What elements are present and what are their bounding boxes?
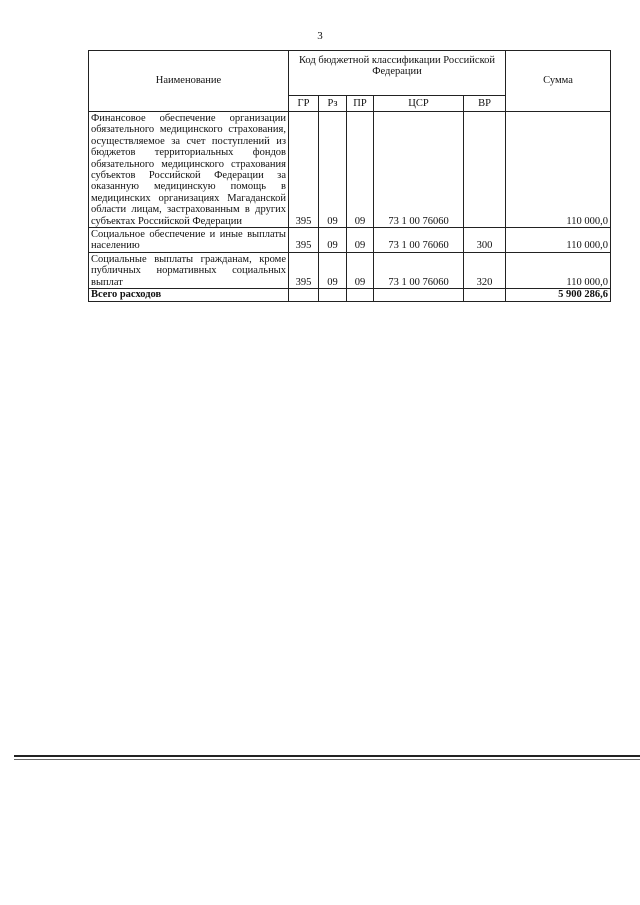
header-name: Наименование xyxy=(89,51,289,112)
row-csr: 73 1 00 76060 xyxy=(374,112,464,228)
row-sum: 110 000,0 xyxy=(506,252,611,288)
row-vr: 300 xyxy=(464,228,506,253)
row-pr: 09 xyxy=(347,228,374,253)
row-name: Социальное обеспечение и иные выплаты населению xyxy=(89,228,289,253)
row-pr: 09 xyxy=(347,252,374,288)
row-vr xyxy=(464,112,506,228)
table-row xyxy=(89,112,611,228)
row-sum: 110 000,0 xyxy=(506,228,611,253)
total-csr-empty xyxy=(374,289,464,301)
total-label: Всего расходов xyxy=(89,289,289,301)
row-csr: 73 1 00 76060 xyxy=(374,228,464,253)
header-vr: ВР xyxy=(464,96,506,112)
row-rz: 09 xyxy=(319,112,347,228)
row-gr: 395 xyxy=(289,252,319,288)
header-pr: ПР xyxy=(347,96,374,112)
total-rz-empty xyxy=(319,289,347,301)
row-gr: 395 xyxy=(289,228,319,253)
header-gr: ГР xyxy=(289,96,319,112)
table-row xyxy=(89,228,611,253)
row-name: Социальные выплаты гражданам, кроме публичных нормативных социальных выплат xyxy=(89,252,289,288)
row-rz: 09 xyxy=(319,252,347,288)
row-sum: 110 000,0 xyxy=(506,112,611,228)
page-divider xyxy=(14,755,640,757)
row-csr: 73 1 00 76060 xyxy=(374,252,464,288)
row-rz: 09 xyxy=(319,228,347,253)
row-name: Финансовое обеспечение организации обязательного медицинского страхования, осуществляемое за счет поступлений из бюджетов территориальных фондов обязательного медицинского страхования субъектов Российской Федерации за оказанную медицинскую помощь в медицинских организациях Магаданской области лицам, застрахованным в других субъектах Российской Федерации xyxy=(89,112,289,228)
row-vr: 320 xyxy=(464,252,506,288)
header-sum: Сумма xyxy=(506,51,611,112)
total-pr-empty xyxy=(347,289,374,301)
page-divider-thin xyxy=(14,759,640,760)
row-gr: 395 xyxy=(289,112,319,228)
total-gr-empty xyxy=(289,289,319,301)
header-rz: Рз xyxy=(319,96,347,112)
table-header-row xyxy=(89,51,611,96)
row-pr: 09 xyxy=(347,112,374,228)
total-sum: 5 900 286,6 xyxy=(506,289,611,301)
budget-table xyxy=(88,50,611,302)
header-code-group: Код бюджетной классификации Российской Федерации xyxy=(289,51,506,96)
header-csr: ЦСР xyxy=(374,96,464,112)
page-number: 3 xyxy=(317,30,323,42)
total-row xyxy=(89,289,611,301)
table-row xyxy=(89,252,611,288)
total-vr-empty xyxy=(464,289,506,301)
